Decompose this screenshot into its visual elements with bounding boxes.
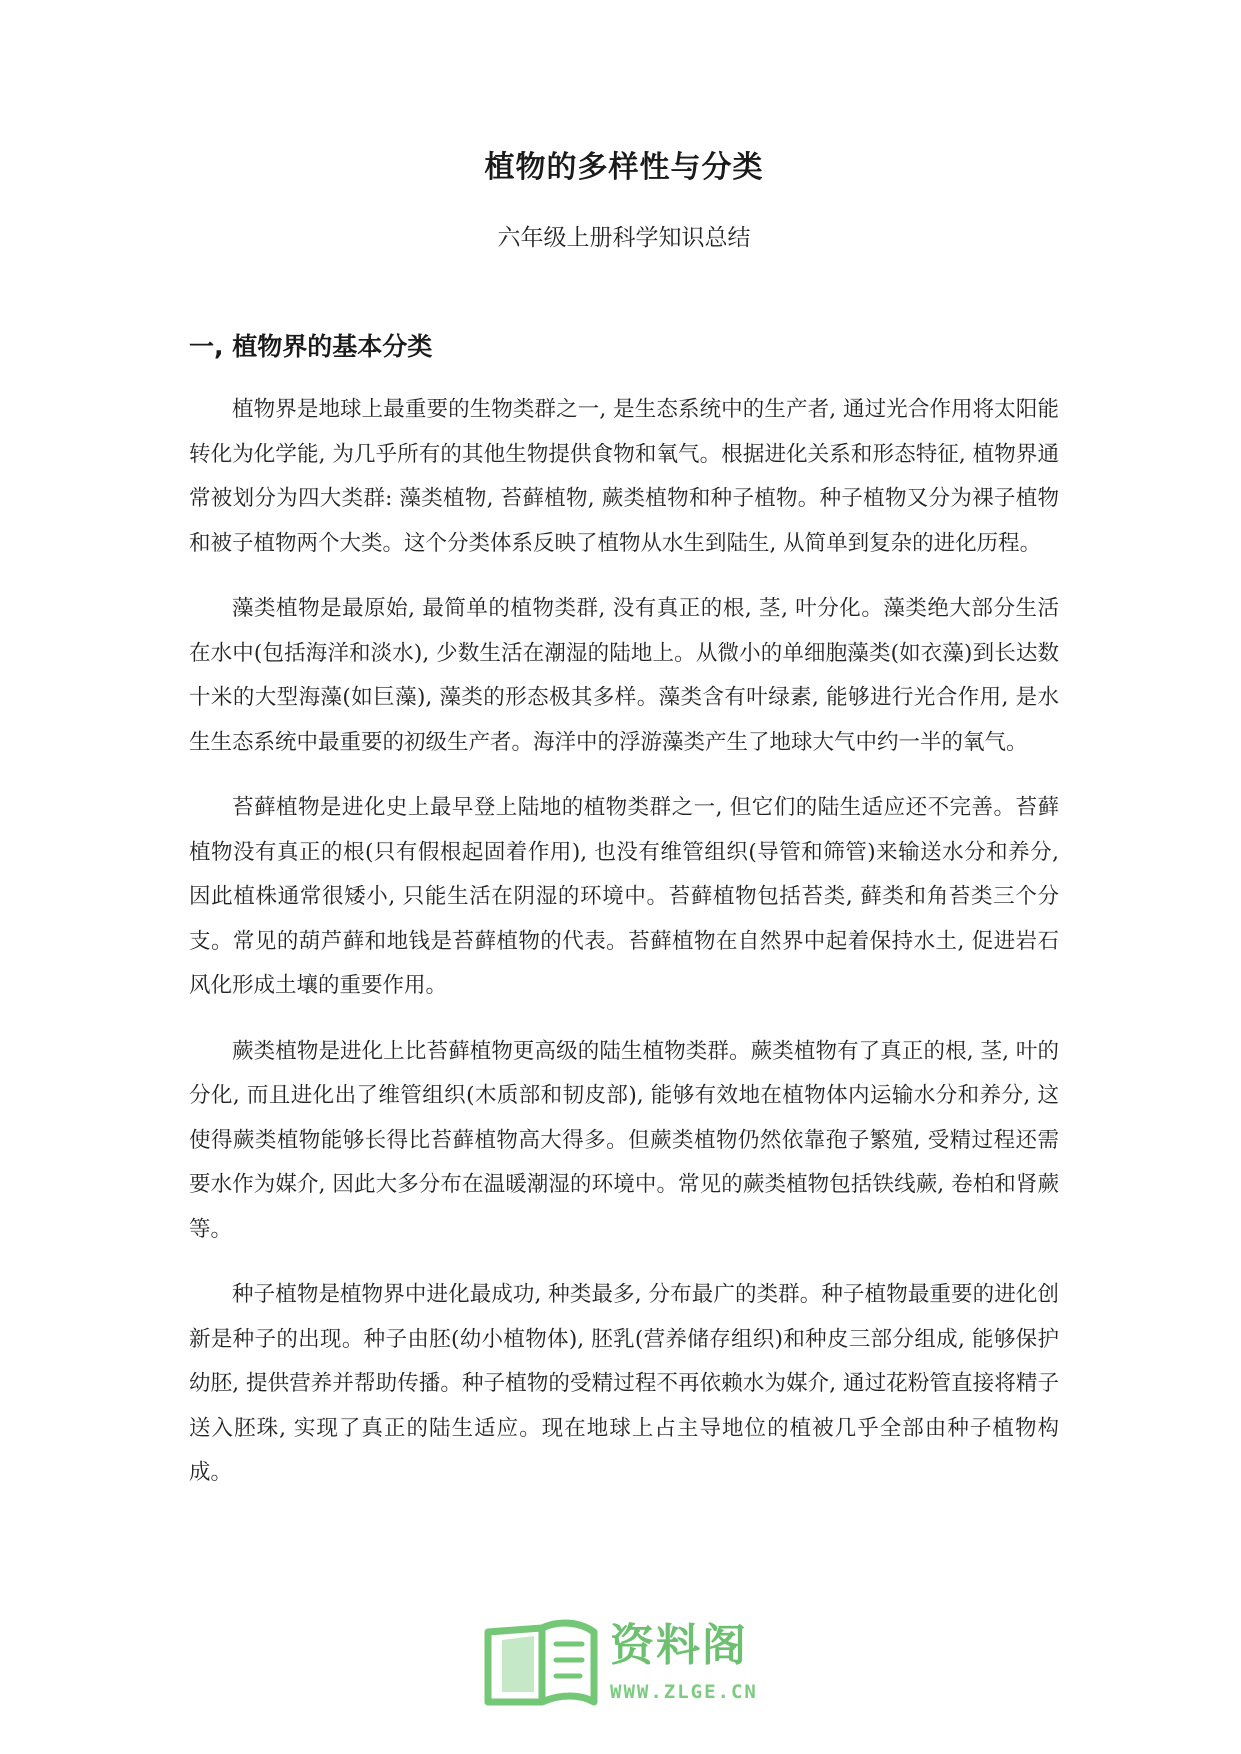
section-heading: 一, 植物界的基本分类 (189, 332, 433, 361)
paragraph-ferns: 蕨类植物是进化上比苔藓植物更高级的陆生植物类群。蕨类植物有了真正的根, 茎, 叶的分化, 而且进化出了维管组织(木质部和韧皮部), 能够有效地在植物体内运输水分和养分, 这使得蕨类植物能够长得比苔藓植物高大得多。但蕨类植物仍然依靠孢子繁殖, 受精过程还需要水作为媒介, 因此大多分布在温暖潮湿的环境中。常见的蕨类植物包括铁线蕨, 卷柏和肾蕨等。 (189, 1038, 1059, 1242)
paragraph-bryophytes: 苔藓植物是进化史上最早登上陆地的植物类群之一, 但它们的陆生适应还不完善。苔藓植物没有真正的根(只有假根起固着作用), 也没有维管组织(导管和筛管)来输送水分和养分, 因此植株通常很矮小, 只能生活在阴湿的环境中。苔藓植物包括苔类, 藓类和角苔类三个分支。常见的葫芦藓和地钱是苔藓植物的代表。苔藓植物在自然界中起着保持水土, 促进岩石风化形成土壤的重要作用。 (189, 795, 1059, 998)
watermark-brand: 资料阁 (610, 1620, 748, 1671)
page-subtitle: 六年级上册科学知识总结 (497, 225, 751, 251)
paragraph-seed-plants: 种子植物是植物界中进化最成功, 种类最多, 分布最广的类群。种子植物最重要的进化创新是种子的出现。种子由胚(幼小植物体), 胚乳(营养储存组织)和种皮三部分组成, 能够保护幼胚, 提供营养并帮助传播。种子植物的受精过程不再依赖水为媒介, 通过花粉管直接将精子送入胚珠, 实现了真正的陆生适应。现在地球上占主导地位的植被几乎全部由种子植物构成。 (189, 1282, 1059, 1485)
page-title: 植物的多样性与分类 (484, 150, 764, 185)
watermark-url: WWW.ZLGE.CN (610, 1681, 758, 1703)
paragraph-algae: 藻类植物是最原始, 最简单的植物类群, 没有真正的根, 茎, 叶分化。藻类绝大部分生活在水中(包括海洋和淡水), 少数生活在潮湿的陆地上。从微小的单细胞藻类(如衣藻)到长达数十米的大型海藻(如巨藻), 藻类的形态极其多样。藻类含有叶绿素, 能够进行光合作用, 是水生生态系统中最重要的初级生产者。海洋中的浮游藻类产生了地球大气中约一半的氧气。 (189, 596, 1059, 755)
document-body (189, 388, 1059, 1517)
paragraph-overview: 植物界是地球上最重要的生物类群之一, 是生态系统中的生产者, 通过光合作用将太阳能转化为化学能, 为几乎所有的其他生物提供食物和氧气。根据进化关系和形态特征, 植物界通常被划分为四大类群: 藻类植物, 苔藓植物, 蕨类植物和种子植物。种子植物又分为裸子植物和被子植物两个大类。这个分类体系反映了植物从水生到陆生, 从简单到复杂的进化历程。 (189, 397, 1059, 556)
